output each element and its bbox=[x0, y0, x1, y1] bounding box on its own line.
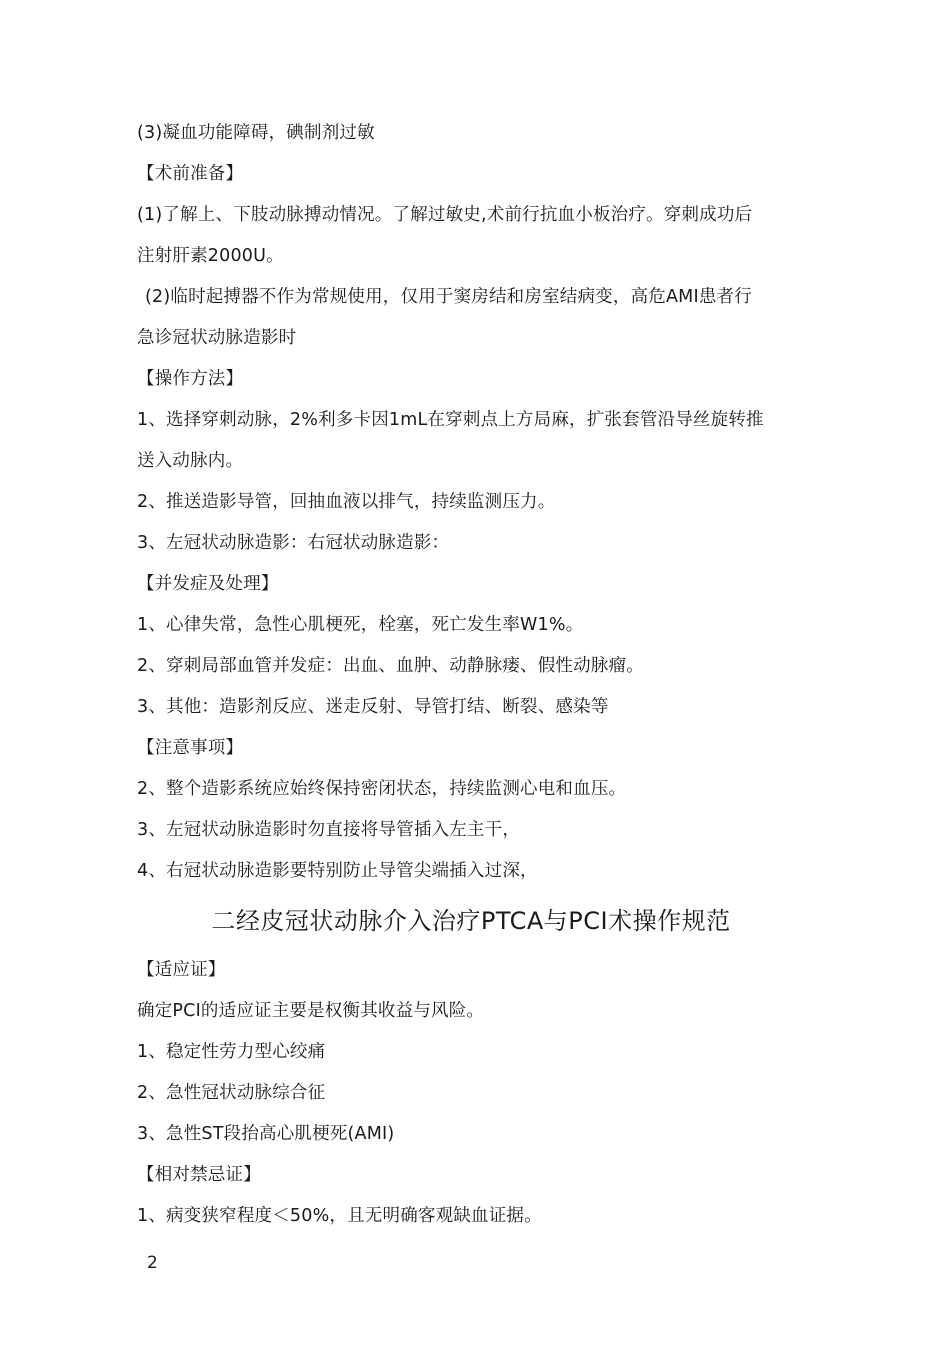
subsection-label: 【注意事项】 bbox=[137, 738, 244, 758]
text-line: 确定PCI的适应证主要是权衡其收益与风险。 bbox=[137, 1001, 485, 1021]
text-line: 1、心律失常，急性心肌梗死，栓塞，死亡发生率W1%。 bbox=[137, 615, 584, 635]
text-line: (3)凝血功能障碍，碘制剂过敏 bbox=[137, 123, 375, 143]
text-line: 2、急性冠状动脉综合征 bbox=[137, 1083, 326, 1103]
subsection-label: 【相对禁忌证】 bbox=[137, 1165, 261, 1185]
text-line: 2、整个造影系统应始终保持密闭状态，持续监测心电和血压。 bbox=[137, 779, 627, 799]
text-line: 2、推送造影导管，回抽血液以排气，持续监测压力。 bbox=[137, 492, 556, 512]
text-line: 3、左冠状动脉造影时勿直接将导管插入左主干， bbox=[137, 820, 521, 840]
subsection-label: 【并发症及处理】 bbox=[137, 574, 279, 594]
text-line: (1)了解上、下肢动脉搏动情况。了解过敏史,术前行抗血小板治疗。穿刺成功后 bbox=[137, 205, 753, 225]
text-line: 1、稳定性劳力型心绞痛 bbox=[137, 1042, 326, 1062]
text-line: 急诊冠状动脉造影时 bbox=[137, 328, 297, 348]
text-line: 3、急性ST段抬高心肌梗死(AMI) bbox=[137, 1124, 395, 1144]
text-line: 送入动脉内。 bbox=[137, 451, 244, 471]
document-body bbox=[137, 113, 817, 1237]
body-text-before-heading bbox=[137, 113, 817, 892]
body-text-after-heading bbox=[137, 950, 817, 1237]
text-line: 1、选择穿刺动脉，2%利多卡因1mL在穿刺点上方局麻，扩张套管沿导丝旋转推 bbox=[137, 410, 764, 430]
text-line: 3、其他：造影剂反应、迷走反射、导管打结、断裂、感染等 bbox=[137, 697, 609, 717]
section-heading: 二经皮冠状动脉介入治疗PTCA与PCI术操作规范 bbox=[211, 907, 731, 935]
text-line: 2、穿刺局部血管并发症：出血、血肿、动静脉瘘、假性动脉瘤。 bbox=[137, 656, 644, 676]
text-line: 注射肝素2000U。 bbox=[137, 246, 284, 266]
page-number: 2 bbox=[147, 1253, 158, 1273]
subsection-label: 【适应证】 bbox=[137, 960, 226, 980]
text-line: 4、右冠状动脉造影要特别防止导管尖端插入过深， bbox=[137, 861, 538, 881]
text-line: 1、病变狭窄程度＜50%，且无明确客观缺血证据。 bbox=[137, 1206, 542, 1226]
text-line: 3、左冠状动脉造影：右冠状动脉造影： bbox=[137, 533, 450, 553]
subsection-label: 【术前准备】 bbox=[137, 164, 244, 184]
text-line: (2)临时起搏器不作为常规使用，仅用于窦房结和房室结病变，高危AMI患者行 bbox=[145, 287, 752, 307]
subsection-label: 【操作方法】 bbox=[137, 369, 244, 389]
